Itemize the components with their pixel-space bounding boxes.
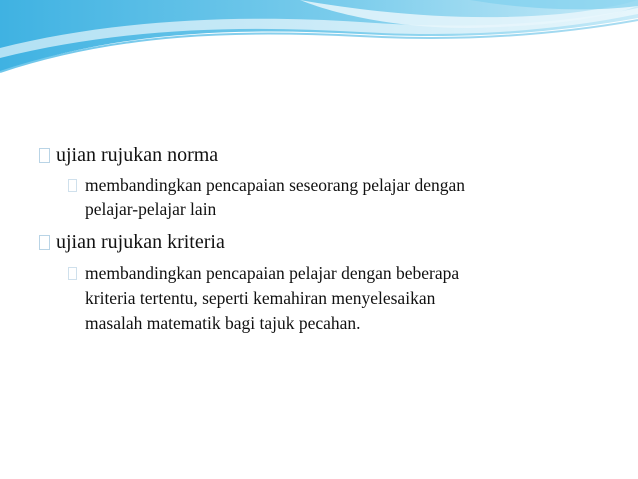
bullet-text-norma: ujian rujukan norma	[56, 144, 219, 166]
sub-bullet-text-norma-line1: membandingkan pencapaian seseorang pelajar dengan	[85, 175, 465, 195]
sub-bullet-text-kriteria-line1: membandingkan pencapaian pelajar dengan beberapa	[85, 263, 460, 283]
sub-bullet-square-icon	[68, 267, 77, 280]
sub-bullet-text-kriteria-line3: masalah matematik bagi tajuk pecahan.	[85, 313, 361, 333]
bullet-square-icon	[39, 235, 50, 250]
sub-bullet-text-kriteria-line2: kriteria tertentu, seperti kemahiran menyelesaikan	[85, 288, 436, 308]
bullet-square-icon	[39, 148, 50, 163]
sub-bullet-square-icon	[68, 179, 77, 192]
sub-bullet-text-norma-line2: pelajar-pelajar lain	[85, 199, 217, 219]
bullet-text-kriteria: ujian rujukan kriteria	[56, 231, 225, 253]
